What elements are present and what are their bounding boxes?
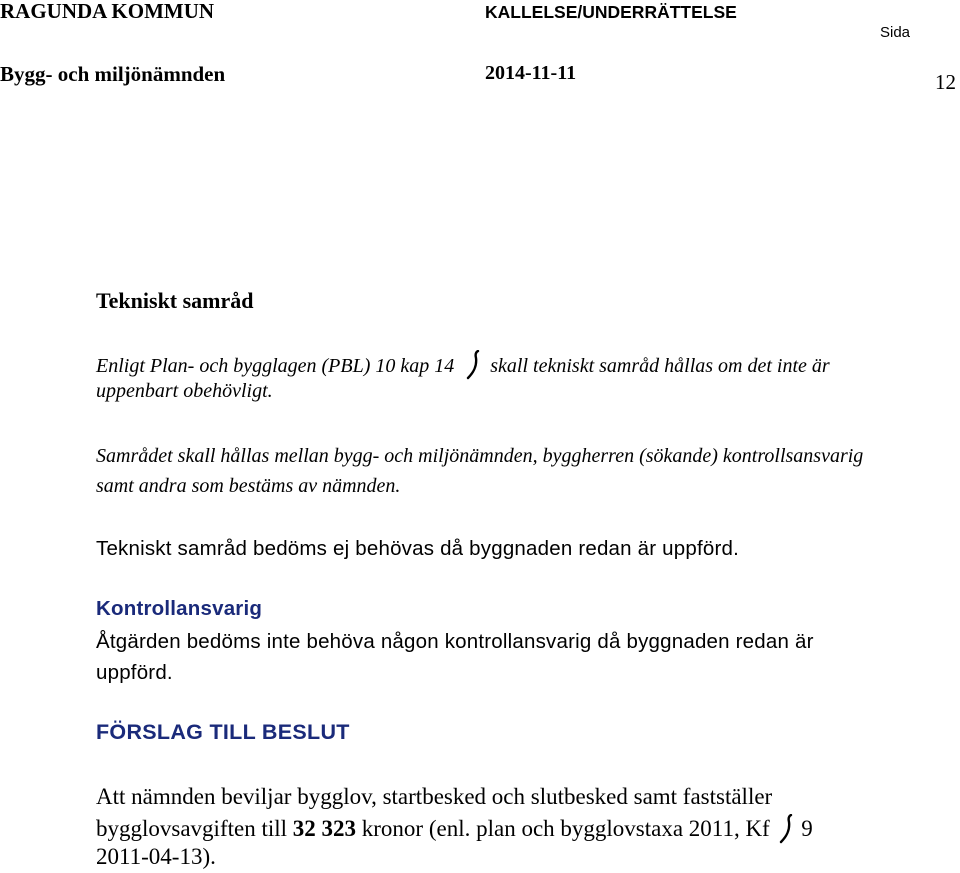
section-sign-icon [465,350,481,380]
consultation-paragraph-line2: samt andra som bestäms av nämnden. [96,475,401,497]
consultation-assessment: Tekniskt samråd bedöms ej behövas då byggnaden redan är uppförd. [96,537,740,560]
fee-text-a: bygglovsavgiften till [96,816,288,841]
fee-text-b: kronor (enl. plan och bygglovstaxa 2011, Kf [361,816,770,841]
section-heading-control: Kontrollansvarig [96,597,263,620]
fee-amount: 32 323 [292,816,357,841]
proposal-line1: Att nämnden beviljar bygglov, startbesked och slutbesked samt fastställer [96,784,773,809]
control-text-line2: uppförd. [96,661,173,684]
document-type: KALLELSE/UNDERRÄTTELSE [485,2,737,22]
control-text-line1: Åtgärden bedöms inte behöva någon kontrollansvarig då byggnaden redan är [96,630,814,653]
pbl-paragraph-line1 [96,350,830,380]
proposal-heading: FÖRSLAG TILL BESLUT [96,720,350,744]
proposal-line3: 2011-04-13). [96,844,216,869]
pbl-paragraph-line2: uppenbart obehövligt. [96,380,273,402]
page-number: 12 [935,70,956,94]
fee-text-c: 9 [801,816,813,841]
pbl-text-b: skall tekniskt samråd hållas om det inte är [490,355,830,377]
pbl-text-a: Enligt Plan- och bygglagen (PBL) 10 kap 14 [96,355,455,377]
committee-name: Bygg- och miljönämnden [0,62,226,86]
proposal-line2 [96,814,813,844]
meeting-date: 2014-11-11 [485,62,577,84]
section-sign-icon [779,814,793,844]
page-label: Sida [880,24,911,41]
section-heading-technical: Tekniskt samråd [96,288,254,313]
organization-name: RAGUNDA KOMMUN [0,0,215,23]
consultation-paragraph-line1: Samrådet skall hållas mellan bygg- och miljönämnden, byggherren (sökande) kontrollsansvarig [96,445,864,467]
